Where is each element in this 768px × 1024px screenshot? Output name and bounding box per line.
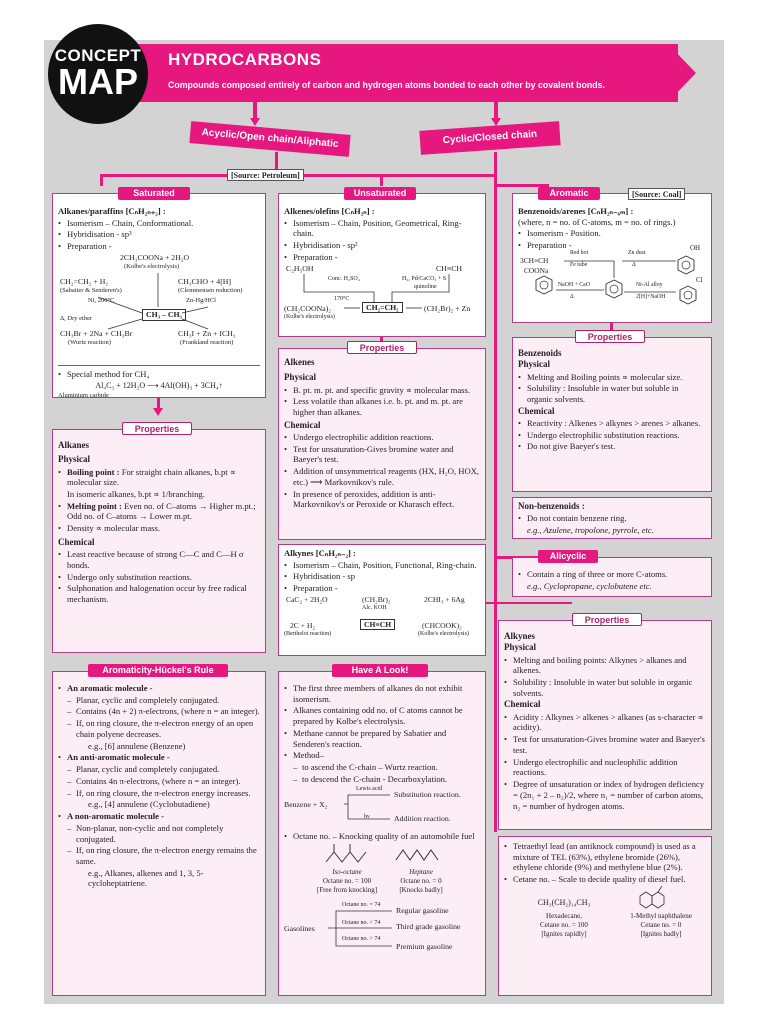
- prep-condition: Conc. H₂SO₄: [328, 275, 360, 282]
- alkane-prep-scheme: [58, 253, 260, 363]
- phenol-oh-label: OH: [690, 243, 701, 252]
- alicyclic-item: • Contain a ring of three or more C-atoms.: [518, 569, 706, 580]
- alkene-preparation: • Preparation -: [284, 252, 480, 263]
- alkynes-physical-heading: Physical: [504, 642, 537, 653]
- banner-arrow-icon: [668, 44, 696, 102]
- regular-gasoline-condition: Octane no. = 74: [342, 902, 381, 909]
- alkanes-physical-heading: Physical: [58, 454, 91, 465]
- note-item: • Method–: [284, 750, 480, 761]
- unsaturated-box: [278, 193, 486, 337]
- aromatic-criterion: – If, on ring closure, the π-electron energy of an open chain polyene decreases.: [58, 718, 260, 739]
- octane-structures: [284, 842, 480, 902]
- cetane-item: • Cetane no. – Scale to decide quality of diesel fuel.: [504, 874, 706, 885]
- alkene-chem-item: • Addition of unsymmetrical reagents (HX, H₂O, HOX, etc.) ⟶ Markovnikov's rule.: [284, 466, 480, 487]
- melting-point-text: Even no. of C–atoms → Higher m.pt.; Odd no. of C–atoms → Lower m.pt.: [67, 500, 256, 522]
- prep-reactant: CaC₂ + 2H₂O: [286, 594, 328, 604]
- alkenes-chemical-heading: Chemical: [284, 419, 321, 430]
- title-banner: [138, 44, 678, 102]
- prep-reaction-name: (Frankland reaction): [180, 338, 234, 346]
- alkene-chem-item: • Test for unsaturation-Gives bromine water and Baeyer's test.: [284, 444, 480, 465]
- benzene-ring-icon: [536, 276, 552, 294]
- arrow-down-icon: [250, 118, 260, 126]
- aromatic-criterion: – Planar, cyclic and completely conjugated.: [58, 695, 260, 706]
- prep-reaction-name: (Berthelot reaction): [284, 630, 332, 637]
- alkene-hybridisation: • Hybridisation - sp²: [284, 240, 480, 251]
- prep-reactant: CH≡CH: [436, 263, 463, 273]
- benzenoids-properties-label: Properties: [575, 330, 645, 343]
- benzene-arrows: [284, 786, 484, 830]
- alicyclic-label: Alicyclic: [538, 550, 598, 563]
- lewis-acid-condition: Lewis acid: [356, 785, 383, 792]
- benzene-reactant: Benzene + X₂: [284, 799, 328, 809]
- tel-item: • Tetraethyl lead (an antiknock compound) is used as a mixture of TEL (63%), ethylene bromide (26%), ethylene chloride (9%) and methylene blue (2%).: [504, 841, 706, 873]
- alkynes-box: [278, 544, 486, 656]
- concept-map-logo: [48, 24, 148, 124]
- prep-condition: Red hot: [570, 249, 589, 256]
- boiling-point-label: Boiling point :: [67, 466, 120, 477]
- alkane-chem-item: • Undergo only substitution reactions.: [58, 572, 260, 583]
- benzenoid-chem-item: • Do not give Baeyer's test.: [518, 441, 706, 452]
- methylnaphthalene-note: [Ignites badly]: [640, 929, 682, 938]
- prep-condition: 2[H]+NaOH: [636, 293, 666, 300]
- light-condition: hν: [364, 813, 370, 820]
- prep-reactant: 2C + H₂: [290, 620, 316, 630]
- prep-reactant: (CH₂COONa)₂: [284, 303, 332, 313]
- anti-aromatic-heading: An anti-aromatic molecule -: [67, 752, 170, 763]
- methylnaphthalene-number: Cetane no. = 0: [640, 920, 682, 929]
- acyclic-branch-tab: Acyclic/Open chain/Aliphatic: [189, 121, 350, 157]
- heptane-note: [Knocks badly]: [399, 886, 443, 895]
- prep-arrows: [58, 253, 266, 363]
- non-aromatic-example: e.g., Alkanes, alkenes and 1, 3, 5-cycloheptatriene.: [88, 867, 204, 889]
- methane-equation: Al₄C₃ + 12H₂O ⟶ 4Al(OH)₃ + 3CH₄↑: [95, 380, 223, 390]
- anti-aromatic-criterion: – If, on ring closure, the π-electron energy increases.: [58, 788, 260, 799]
- prep-condition: Zn dust: [628, 249, 646, 256]
- prep-reactant: CH₃I + Zn + ICH₃: [178, 328, 236, 338]
- alkyne-phys-item: • Solubility : Insoluble in water but soluble in organic solvents.: [504, 677, 706, 698]
- non-benzenoid-item: • Do not contain benzene ring.: [518, 513, 706, 524]
- third-grade-gasoline: Third grade gasoline: [396, 922, 461, 932]
- hexadecane-formula: CH₃(CH₂)₁₄CH₃: [537, 897, 591, 907]
- gasoline-scheme: [284, 902, 480, 954]
- aromatic-label: Aromatic: [538, 187, 600, 200]
- melting-point-label: Melting point :: [67, 500, 122, 511]
- non-benzenoid-example: e.g., Azulene, tropolone, pyrrole, etc.: [527, 524, 654, 535]
- prep-reactant: (CH₂Br)₂: [362, 594, 391, 604]
- benzenoids-heading: Benzenoids/arenes [CₙH₂ₙ₋₆ₘ] :: [518, 206, 634, 216]
- chlorobenzene-ring-icon: [680, 286, 696, 304]
- have-a-look-box: [278, 671, 486, 996]
- saturated-box: [52, 193, 266, 398]
- anti-aromatic-criterion: – Contains 4n π-electrons, (where n = an integer).: [58, 776, 260, 787]
- substitution-product: Substitution reaction.: [394, 789, 461, 799]
- prep-product: CH≡CH: [360, 619, 395, 630]
- premium-gasoline: Premium gasoline: [396, 942, 453, 952]
- arene-prep-arrows: [518, 249, 712, 314]
- prep-condition: Ni-Al alloy: [636, 281, 663, 288]
- connector: [380, 174, 383, 186]
- alkanes-props-title: Alkanes: [58, 440, 90, 450]
- prep-reactant: 2CHI₃ + 6Ag: [424, 594, 465, 604]
- isooctane-structure-icon: [324, 844, 368, 866]
- source-petroleum: [Source: Petroleum]: [227, 169, 304, 181]
- alkenes-heading: Alkenes/olefins [CₙH₂ₙ] :: [284, 206, 375, 216]
- alkane-chem-item: • Sulphonation and halogenation occur by free radical mechanism.: [58, 583, 260, 604]
- alkynes-heading: Alkynes [CₙH₂ₙ₋₂] :: [284, 548, 356, 558]
- aluminium-carbide-label: Aluminium carbide: [58, 391, 109, 398]
- prep-reaction-name: (Kolbe's electrolysis): [284, 313, 335, 320]
- prep-reaction-name: (Kolbe's electrolysis): [418, 630, 469, 637]
- anti-aromatic-criterion: – Planar, cyclic and completely conjugated.: [58, 764, 260, 775]
- prep-condition: 170°C: [334, 295, 350, 302]
- gasoline-arrows: [284, 902, 484, 954]
- saturated-label: Saturated: [118, 187, 190, 200]
- boiling-point-text: For straight chain alkanes, b.pt ∝ molecular size.: [67, 466, 236, 488]
- chlorobenzene-cl-label: Cl: [696, 275, 703, 284]
- source-coal: [Source: Coal]: [628, 188, 685, 200]
- alkanes-heading: Alkanes/paraffins [CₙH₂ₙ₊₂] :: [58, 206, 166, 216]
- prep-reaction-name: (Kolbe's electrolysis): [124, 262, 180, 270]
- alkane-isomerism: • Isomerism – Chain, Conformational.: [58, 218, 260, 229]
- non-aromatic-heading: A non-aromatic molecule -: [67, 811, 164, 822]
- prep-condition: quinoline: [414, 283, 437, 290]
- heptane-structure-icon: [394, 848, 444, 862]
- benzene-ring-icon: [606, 280, 622, 298]
- alkyne-chem-item: • Undergo electrophilic and nucleophilic addition reactions.: [504, 757, 706, 778]
- gasolines-label: Gasolines: [284, 924, 315, 934]
- phenol-ring-icon: [678, 256, 694, 274]
- alkyne-chem-item: • Degree of unsaturation or index of hydrogen deficiency = (2n₁ + 2 – n₂)/2, where n₁ = number of carbon atoms, n₂ = number of hydrogen atoms.: [504, 779, 706, 811]
- isooctane-label: Iso-octane: [332, 868, 362, 877]
- huckel-rule-label: Aromaticity-Hückel's Rule: [88, 664, 228, 677]
- logo-line2: MAP: [58, 61, 138, 102]
- alkyne-preparation: • Preparation -: [284, 583, 480, 594]
- prep-product: CH₂=CH₂: [362, 302, 403, 314]
- prep-condition: Fe tube: [570, 261, 588, 268]
- alkene-prep-scheme: [284, 264, 480, 326]
- prep-condition: Δ: [570, 293, 574, 300]
- methylnaphthalene-label: 1-Methyl naphthalene: [630, 911, 692, 920]
- alkane-hybridisation: • Hybridisation - sp³: [58, 229, 260, 240]
- prep-arrows: [284, 264, 484, 326]
- alkene-chem-item: • In presence of peroxides, addition is anti-Markovnikov's or Peroxide or Kharasch effect.: [284, 489, 480, 510]
- heptane-label: Heptane: [409, 868, 433, 877]
- prep-reaction-name: (Sabatier & Senderen's): [60, 286, 122, 294]
- alkane-chem-item: • Least reactive because of strong C—C and C—H σ bonds.: [58, 549, 260, 570]
- hexadecane-number: Cetane no. = 100: [540, 920, 588, 929]
- benzenoid-phys-item: • Melting and Boiling points ∝ molecular size.: [518, 372, 706, 383]
- addition-product: Addition reaction.: [394, 813, 451, 823]
- alkyne-isomerism: • Isomerism – Chain, Position, Functional, Ring-chain.: [284, 560, 480, 571]
- benzenoids-props-title: Benzenoids: [518, 348, 562, 358]
- prep-condition: Δ, Dry ether: [60, 314, 93, 322]
- prep-reaction-name: (Wurtz reaction): [68, 338, 111, 346]
- alkene-phys-item: • B. pt. m. pt. and specific gravity ∝ molecular mass.: [284, 385, 480, 396]
- alicyclic-example: e.g., Cyclopropane, cyclobutene etc.: [527, 580, 652, 591]
- alkanes-properties-label: Properties: [122, 422, 192, 435]
- alkene-phys-item: • Less volatile than alkanes i.e. b. pt. and m. pt. are higher than alkanes.: [284, 396, 480, 417]
- alkyne-chem-item: • Test for unsaturation-Gives bromine water and Baeyer's test.: [504, 734, 706, 755]
- prep-product: CH₃ – CH₃: [142, 309, 186, 321]
- prep-reactant: CH₃Br + 2Na + CH₃Br: [60, 328, 133, 338]
- non-aromatic-criterion: – Non-planar, non-cyclic and not completely conjugated.: [58, 823, 260, 844]
- aromatic-molecule-heading: An aromatic molecule -: [67, 683, 153, 693]
- arenes-where-note: (where, n = no. of C-atoms, m = no. of rings.): [518, 216, 676, 227]
- regular-gasoline: Regular gasoline: [396, 906, 449, 916]
- isooctane-number: Octane no. = 100: [322, 877, 372, 886]
- cetane-structures: [504, 886, 706, 946]
- connector: [494, 152, 497, 832]
- aromatic-criterion: – Contains (4n + 2) π-electrons, (where n = an integer).: [58, 706, 260, 717]
- alkyne-prep-scheme: [284, 595, 480, 645]
- alkenes-physical-heading: Physical: [284, 372, 317, 383]
- non-benzenoids-box: [512, 497, 712, 539]
- methane-special-method: • Special method for CH₄: [58, 369, 260, 380]
- prep-condition: Zn-Hg/HCl: [186, 296, 216, 304]
- prep-condition: Ni, 200°C: [88, 296, 115, 304]
- non-benzenoids-heading: Non-benzenoids :: [518, 501, 585, 511]
- huckel-rule-box: [52, 671, 266, 996]
- third-grade-gasoline-condition: Octane no. < 74: [342, 920, 381, 927]
- benzenoids-properties-box: [512, 337, 712, 492]
- prep-condition: H₂, Pd/CaCO₃ + S: [402, 275, 447, 282]
- prep-reactant: (CHCOOK)₂: [422, 620, 462, 630]
- method-item: – to ascend the C-chain – Wurtz reaction.: [284, 762, 480, 773]
- density-text: • Density ∝ molecular mass.: [58, 523, 260, 534]
- method-item: – to descend the C-chain - Decarboxylation.: [284, 774, 480, 785]
- prep-condition: NaOH + CaO: [558, 281, 590, 288]
- aromatic-box: [512, 193, 712, 323]
- alkenes-properties-box: [278, 348, 486, 540]
- benzenoids-chemical-heading: Chemical: [518, 405, 555, 416]
- octane-number-definition: • Octane no. – Knocking quality of an automobile fuel: [284, 831, 480, 842]
- arrow-down-icon: [153, 408, 163, 416]
- benzenoids-physical-heading: Physical: [518, 359, 551, 370]
- arene-preparation: • Preparation -: [518, 240, 706, 251]
- benzenoid-phys-item: • Solubility : Insoluble in water but soluble in organic solvents.: [518, 383, 706, 404]
- alkynes-properties-label: Properties: [572, 613, 642, 626]
- note-item: • The first three members of alkanes do not exhibit isomerism.: [284, 683, 480, 704]
- alkanes-properties-box: [52, 429, 266, 653]
- prep-reactant: (CH₂Br)₂ + Zn: [424, 303, 471, 313]
- prep-reactant: C₂H₅OH: [286, 263, 314, 273]
- heptane-number: Octane no. = 0: [400, 877, 442, 886]
- prep-reactant: 3CH≡CH: [520, 255, 549, 265]
- alkene-chem-item: • Undergo electrophilic addition reactions.: [284, 432, 480, 443]
- tel-cetane-box: [498, 836, 712, 996]
- premium-gasoline-condition: Octane no. > 74: [342, 936, 381, 943]
- page-subtitle: Compounds composed entirely of carbon and hydrogen atoms bonded to each other by covalent bonds.: [168, 80, 605, 90]
- hexadecane-note: [Ignites rapidly]: [541, 929, 587, 938]
- arene-isomerism: • Isomerism - Position.: [518, 228, 706, 239]
- note-item: • Methane cannot be prepared by Sabatier and Senderen's reaction.: [284, 728, 480, 749]
- alicyclic-box: [512, 557, 712, 597]
- prep-condition: Δ: [632, 261, 636, 268]
- cyclic-branch-tab: Cyclic/Closed chain: [419, 121, 560, 155]
- alkyne-phys-item: • Melting and boiling points: Alkynes > alkanes and alkenes.: [504, 655, 706, 676]
- alkynes-props-title: Alkynes: [504, 631, 536, 641]
- connector: [100, 174, 103, 186]
- isomeric-alkanes-bp: In isomeric alkanes, b.pt ∝ 1/branching.: [67, 488, 205, 499]
- alkyne-hybridisation: • Hybridisation - sp: [284, 571, 480, 582]
- prep-reactant: 2CH₃COONa + 2H₂O: [120, 252, 190, 262]
- sodium-benzoate-label: COONa: [524, 265, 549, 275]
- alkane-preparation: • Preparation -: [58, 241, 260, 252]
- alkanes-chemical-heading: Chemical: [58, 536, 95, 547]
- have-a-look-label: Have A Look!: [332, 664, 428, 677]
- hexadecane-label: Hexadecane,: [546, 911, 582, 920]
- unsaturated-label: Unsaturated: [344, 187, 416, 200]
- page-title: HYDROCARBONS: [168, 50, 322, 69]
- benzene-reaction-scheme: [284, 786, 480, 830]
- benzenoid-chem-item: • Reactivity : Alkenes > alkynes > arenes > alkanes.: [518, 418, 706, 429]
- prep-reactant: CH₂=CH₂ + H₂: [60, 276, 109, 286]
- alkene-isomerism: • Isomerism – Chain, Position, Geometrical, Ring-chain.: [284, 218, 480, 239]
- prep-reactant: CH₃CHO + 4[H]: [178, 276, 232, 286]
- alkynes-properties-box: [498, 620, 712, 830]
- logo-line1: CONCEPT: [54, 46, 142, 65]
- anti-aromatic-example: e.g., [4] annulene (Cyclobutadiene): [88, 799, 210, 810]
- non-aromatic-criterion: – If, on ring closure, the π-electron energy remains the same.: [58, 845, 260, 866]
- alkenes-properties-label: Properties: [347, 341, 417, 354]
- aromatic-example: e.g., [6] annulene (Benzene): [88, 740, 186, 751]
- alkyne-chem-item: • Acidity : Alkynes > alkenes > alkanes (as s-character ∝ acidity).: [504, 712, 706, 733]
- note-item: • Alkanes containing odd no. of C atoms cannot be prepared by Kolbe's electrolysis.: [284, 705, 480, 726]
- alkenes-props-title: Alkenes: [284, 357, 315, 367]
- prep-condition: Alc. KOH: [362, 604, 387, 611]
- prep-reaction-name: (Clemmensen reduction): [178, 286, 243, 294]
- methylnaphthalene-structure-icon: [636, 886, 672, 910]
- connector: [486, 602, 572, 604]
- benzenoid-chem-item: • Undergo electrophilic substitution reactions.: [518, 430, 706, 441]
- isooctane-note: [Free from knocking]: [316, 886, 378, 895]
- alkynes-chemical-heading: Chemical: [504, 699, 541, 710]
